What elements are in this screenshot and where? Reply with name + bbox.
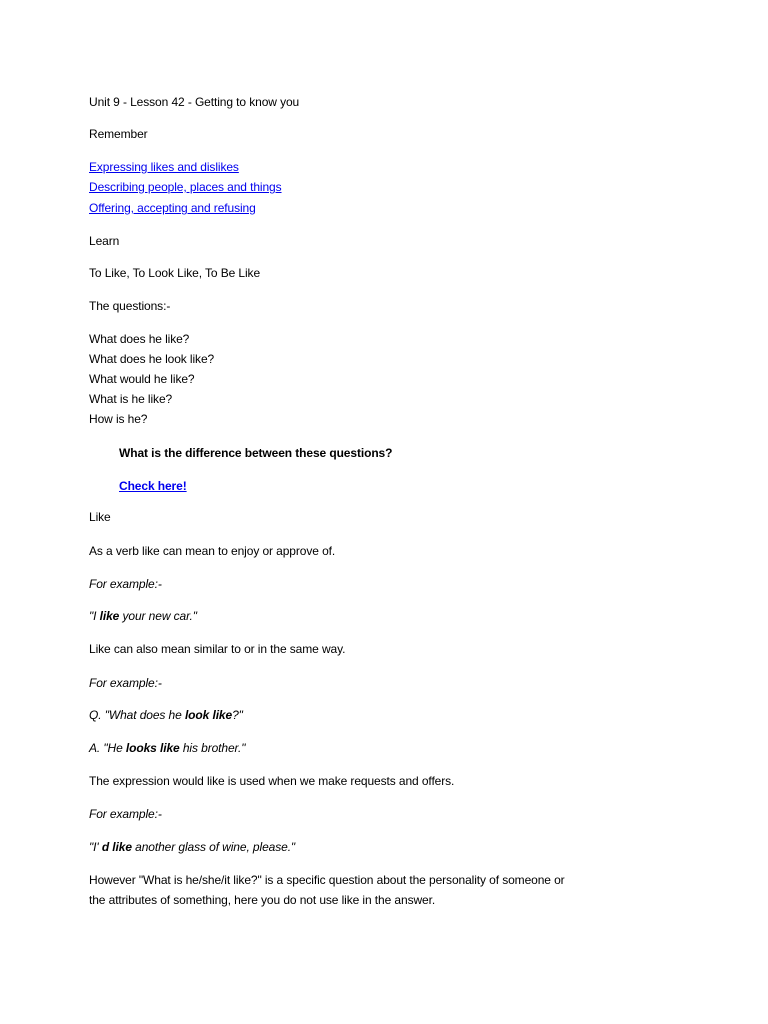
example-sentence-1 <box>89 608 197 624</box>
like-heading: Like <box>89 510 111 524</box>
link-offering-accepting[interactable]: Offering, accepting and refusing <box>89 201 256 215</box>
example-q-open: Q. "What does he <box>89 708 185 722</box>
example-q-rest: ?" <box>232 708 243 722</box>
question-item: How is he? <box>89 412 148 426</box>
example-a-open: A. "He <box>89 741 126 755</box>
question-item: What is he like? <box>89 392 173 406</box>
example-a-bold: looks like <box>125 741 180 755</box>
example-1-rest: your new car." <box>119 609 197 623</box>
learn-heading: Learn <box>89 234 120 248</box>
difference-question: What is the difference between these questions? <box>119 446 393 460</box>
example-question <box>89 707 243 723</box>
similar-explanation: Like can also mean similar to or in the same way. <box>89 642 346 656</box>
however-paragraph-line-2: the attributes of something, here you do not use like in the answer. <box>89 893 436 907</box>
link-expressing-likes[interactable]: Expressing likes and dislikes <box>89 160 239 174</box>
question-item: What would he like? <box>89 372 195 386</box>
remember-heading: Remember <box>89 127 148 141</box>
question-item: What does he like? <box>89 332 190 346</box>
for-example-label: For example:- <box>89 676 162 690</box>
example-1-open: "I <box>89 609 100 623</box>
example-sentence-3 <box>89 839 295 855</box>
example-a-rest: his brother." <box>179 741 246 755</box>
lesson-title: Unit 9 - Lesson 42 - Getting to know you <box>89 95 300 109</box>
example-q-bold: look like <box>184 708 233 722</box>
example-3-rest: another glass of wine, please." <box>131 840 296 854</box>
questions-heading: The questions:- <box>89 299 171 313</box>
for-example-label: For example:- <box>89 577 162 591</box>
example-answer <box>89 740 245 756</box>
for-example-label: For example:- <box>89 807 162 821</box>
example-1-bold: like <box>99 609 120 623</box>
example-3-open: "I' <box>89 840 102 854</box>
link-describing-people[interactable]: Describing people, places and things <box>89 180 282 194</box>
however-paragraph-line-1: However "What is he/she/it like?" is a specific question about the personality of someone or <box>89 873 565 887</box>
topic-line: To Like, To Look Like, To Be Like <box>89 266 261 280</box>
example-3-bold: d like <box>101 840 132 854</box>
would-like-explanation: The expression would like is used when we make requests and offers. <box>89 774 455 788</box>
verb-explanation: As a verb like can mean to enjoy or approve of. <box>89 544 336 558</box>
check-here-link[interactable]: Check here! <box>119 479 187 493</box>
question-item: What does he look like? <box>89 352 215 366</box>
